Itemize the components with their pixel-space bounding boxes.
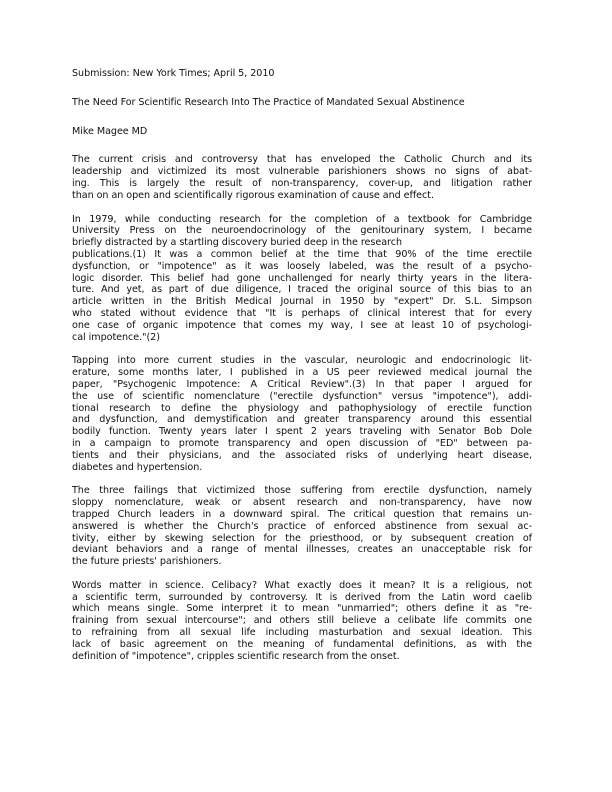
text-line: a scientific term, surrounded by controversy. It is derived from the Latin word caelib <box>72 591 532 603</box>
text-line: In 1979, while conducting research for the completion of a textbook for Cambridge <box>72 213 532 225</box>
text-line: one case of organic impotence that comes my way, I see at least 10 of psychologi- <box>72 319 532 331</box>
text-line: tients and their physicians, and the associated risks of underlying heart disease, <box>72 449 532 461</box>
text-line: the use of scientific nomenclature ("erectile dysfunction" versus "impotence"), addi- <box>72 390 532 402</box>
document-title: The Need For Scientific Research Into The Practice of Mandated Sexual Abstinence <box>72 96 465 108</box>
text-line: publications.(1) It was a common belief at the time that 90% of the time erectile <box>72 248 532 260</box>
text-line: The current crisis and controversy that has enveloped the Catholic Church and its <box>72 154 532 166</box>
text-line: which means single. Some interpret it to mean "unmarried"; others define it as "re- <box>72 603 532 615</box>
text-line: Tapping into more current studies in the vascular, neurologic and endocrinologic lit- <box>72 355 532 367</box>
text-line: deviant behaviors and a range of mental illnesses, creates an unacceptable risk for <box>72 544 532 556</box>
text-line: cal impotence."(2) <box>72 331 160 343</box>
text-line: in a campaign to promote transparency and open discussion of "ED" between pa- <box>72 437 532 449</box>
submission-line: Submission: New York Times; April 5, 2010 <box>72 68 275 79</box>
text-line: bodily function. Twenty years later I spent 2 years traveling with Senator Bob Dole <box>72 426 532 438</box>
text-line: to refraining from all sexual life including masturbation and sexual ideation. This <box>72 627 532 639</box>
text-line: leadership and victimized its most vulnerable parishioners shows no signs of abat- <box>72 166 532 178</box>
text-line: lack of basic agreement on the meaning of fundamental definitions, as with the <box>72 638 532 650</box>
text-line: University Press on the neuroendocrinology of the genitourinary system, I became <box>72 225 532 237</box>
document-body <box>72 68 532 674</box>
text-line: diabetes and hypertension. <box>72 461 203 473</box>
text-line: article written in the British Medical Journal in 1950 by "expert" Dr. S.L. Simpson <box>72 296 532 308</box>
text-line: ing. This is largely the result of non-transparency, cover-up, and litigation rather <box>72 177 532 189</box>
author-byline: Mike Magee MD <box>72 125 148 137</box>
text-line: definition of "impotence", cripples scientific research from the onset. <box>72 650 400 662</box>
paragraph <box>72 485 532 568</box>
text-line: Words matter in science. Celibacy? What exactly does it mean? It is a religious, not <box>72 579 532 591</box>
text-line: tional research to define the physiology and pathophysiology of erectile function <box>72 402 532 414</box>
text-line: paper, "Psychogenic Impotence: A Critical Review".(3) In that paper I argued for <box>72 378 532 390</box>
text-line: ture. And yet, as part of due diligence, I traced the original source of this bias to an <box>72 284 532 296</box>
paragraph <box>72 154 532 201</box>
text-line: logic disorder. This belief had gone unchallenged for nearly thirty years in the litera- <box>72 272 532 284</box>
text-line: dysfunction, or "impotence" as it was loosely labeled, was the result of a psycho- <box>72 260 532 272</box>
paragraph <box>72 355 532 473</box>
text-line: the future priests' parishioners. <box>72 556 222 568</box>
text-line: trapped Church leaders in a downward spiral. The critical question that remains un- <box>72 508 532 520</box>
text-line: erature, some months later, I published in a US peer reviewed medical journal the <box>72 367 532 379</box>
paragraph <box>72 580 532 663</box>
text-line: and dysfunction, and demystification and greater transparency around this essential <box>72 414 532 426</box>
text-line: briefly distracted by a startling discovery buried deep in the research <box>72 237 402 249</box>
text-line: sloppy nomenclature, weak or absent research and non-transparency, have now <box>72 497 532 509</box>
text-line: than on an open and scientifically rigorous examination of cause and effect. <box>72 189 434 201</box>
text-line: The three failings that victimized those suffering from erectile dysfunction, namely <box>72 485 532 497</box>
text-line: answered is whether the Church's practice of enforced abstinence from sexual ac- <box>72 520 532 532</box>
text-line: tivity, either by skewing selection for the priesthood, or by subsequent creation of <box>72 532 532 544</box>
paragraph <box>72 214 532 344</box>
text-line: who stated without evidence that "It is perhaps of clinical interest that for every <box>72 307 532 319</box>
text-line: fraining from sexual intercourse"; and others still believe a celibate life commits one <box>72 615 532 627</box>
